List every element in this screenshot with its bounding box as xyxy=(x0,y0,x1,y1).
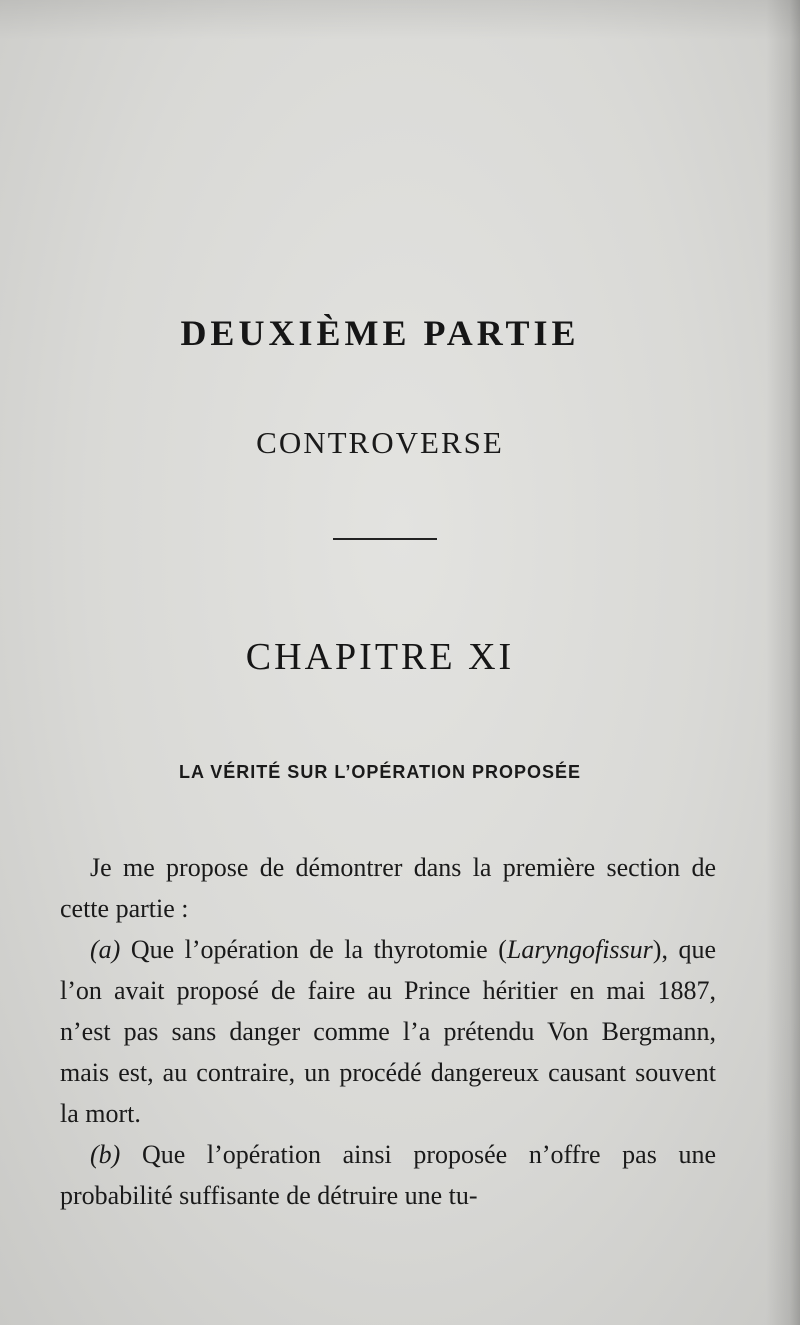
paragraph-b-text: Que l’opération ainsi proposée n’offre pas une probabilité suffisante de détruire une tu- xyxy=(60,1140,716,1210)
part-title: DEUXIÈME PARTIE xyxy=(180,313,580,353)
chapter-title: CHAPITRE XI xyxy=(245,636,515,678)
section-divider xyxy=(333,538,437,540)
body-text xyxy=(60,847,716,1216)
point-a-label: (a) xyxy=(90,935,121,964)
paragraph-a xyxy=(60,929,716,1134)
paragraph-a-text-2: ), que l’on avait proposé de faire au Prince héritier en mai 1887, n’est pas sans danger comme l’a prétendu Von Bergmann, mais est, au contraire, un procédé dangereux causant souvent la mort. xyxy=(60,935,716,1128)
chapter-heading: LA VÉRITÉ SUR L’OPÉRATION PROPOSÉE xyxy=(178,762,582,782)
paragraph-intro: Je me propose de démontrer dans la première section de cette partie : xyxy=(60,853,716,923)
page-shadow-top xyxy=(0,0,800,40)
page-shadow-right xyxy=(766,0,800,1325)
paragraph-b xyxy=(60,1134,716,1216)
point-b-label: (b) xyxy=(90,1140,121,1169)
part-subtitle: CONTROVERSE xyxy=(256,425,504,460)
paragraph-a-text-1: Que l’opération de la thyrotomie ( xyxy=(120,935,507,964)
paragraph-a-italic-term: Laryngofissur xyxy=(506,935,653,964)
